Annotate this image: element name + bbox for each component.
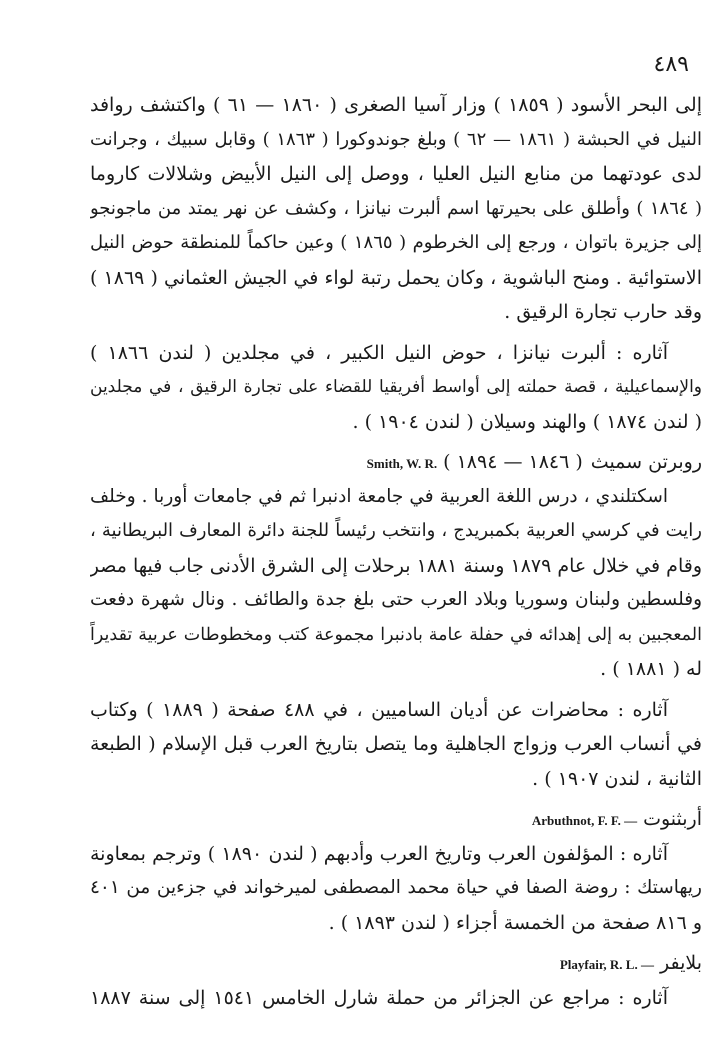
- works-line: آثاره : المؤلفون العرب وتاريخ العرب وأدبهم ( لندن ١٨٩٠ ) وترجم بمعاونة: [90, 842, 669, 865]
- text-line: الثانية ، لندن ١٩٠٧ ) .: [532, 767, 702, 790]
- page-number: ٤٨٩: [653, 52, 689, 77]
- text-line: اسكتلندي ، درس اللغة العربية في جامعة ادنبرا ثم في جامعات أوربا . وخلف: [90, 485, 668, 507]
- latin-name: Smith, W. R.: [366, 456, 438, 471]
- arabic-name: أربثنوت: [643, 808, 702, 830]
- text-line: الاستوائية . ومنح الباشوية ، وكان يحمل رتبة لواء في الجيش العثماني ( ١٨٦٩ ): [90, 266, 702, 289]
- text-line: وفلسطين ولبنان وسوريا وبلاد العرب حتى بلغ جدة والطائف . ونال شهرة دفعت: [90, 589, 702, 610]
- text-column: [90, 88, 702, 1015]
- text-line: له ( ١٨٨١ ) .: [600, 658, 702, 680]
- text-line: لدى عودتهما من منابع النيل العليا ، ووصل إلى النيل الأبيض وشلالات كاروما: [90, 163, 702, 185]
- works-line: آثاره : محاضرات عن أديان الساميين ، في ٤٨٨ صفحة ( ١٨٨٩ ) وكتاب: [90, 698, 668, 721]
- arabic-name: روبرتن سميث: [590, 451, 702, 473]
- works-line: آثاره : مراجع عن الجزائر من حملة شارل الخامس ١٥٤١ إلى سنة ١٨٨٧: [90, 986, 668, 1009]
- life-dates: ( ١٨٤٦ — ١٨٩٤ ): [443, 451, 583, 473]
- entry-heading-smith: [90, 445, 702, 480]
- text-line: رايت في كرسي العربية بكمبريدج ، وانتخب رئيساً للجنة دائرة المعارف البريطانية ،: [90, 520, 702, 541]
- text-line: وقام في خلال عام ١٨٧٩ وسنة ١٨٨١ برحلات إلى الشرق الأدنى جاب فيها مصر: [90, 554, 702, 577]
- entry-heading-playfair: [90, 946, 702, 981]
- text-line: ( ١٨٦٤ ) وأطلق على بحيرتها اسم ألبرت نيانزا ، وكشف عن نهر يمتد من ماجونجو: [90, 197, 702, 219]
- text-line: وقد حارب تجارة الرقيق .: [504, 301, 702, 323]
- latin-name: Arbuthnot, F. F. —: [531, 813, 638, 828]
- text-line: إلى البحر الأسود ( ١٨٥٩ ) وزار آسيا الصغرى ( ١٨٦٠ — ٦١ ) واكتشف روافد: [90, 94, 702, 116]
- text-line: إلى جزيرة باتوان ، ورجع إلى الخرطوم ( ١٨٦٥ ) وعين حاكماً للمنطقة حوض النيل: [90, 232, 702, 253]
- text-line: ريهاستك : روضة الصفا في حياة محمد المصطفى لميرخواند في جزءين من ٤٠١: [90, 877, 702, 898]
- latin-name: Playfair, R. L. —: [559, 957, 654, 972]
- works-line: آثاره : ألبرت نيانزا ، حوض النيل الكبير ، في مجلدين ( لندن ١٨٦٦ ): [90, 341, 668, 364]
- text-line: ( لندن ١٨٧٤ ) والهند وسيلان ( لندن ١٩٠٤ ) .: [352, 410, 702, 433]
- arabic-name: بلايفر: [659, 952, 702, 974]
- text-line: في أنساب العرب وزواج الجاهلية وما يتصل بتاريخ العرب قبل الإسلام ( الطبعة: [90, 733, 702, 755]
- entry-heading-arbuthnot: [90, 802, 702, 837]
- text-line: النيل في الحبشة ( ١٨٦١ — ٦٢ ) وبلغ جوندوكورا ( ١٨٦٣ ) وقابل سبيك ، وجرانت: [90, 128, 702, 150]
- text-line: و ٨١٦ صفحة من الخمسة أجزاء ( لندن ١٨٩٣ ) .: [328, 911, 702, 934]
- text-line: والإسماعيلية ، قصة حملته إلى أواسط أفريقيا للقضاء على تجارة الرقيق ، في مجلدين: [90, 377, 702, 397]
- text-line: المعجبين به إلى إهدائه في حفلة عامة بادنبرا مجموعة كتب ومخطوطات عربية تقديراً: [90, 624, 702, 645]
